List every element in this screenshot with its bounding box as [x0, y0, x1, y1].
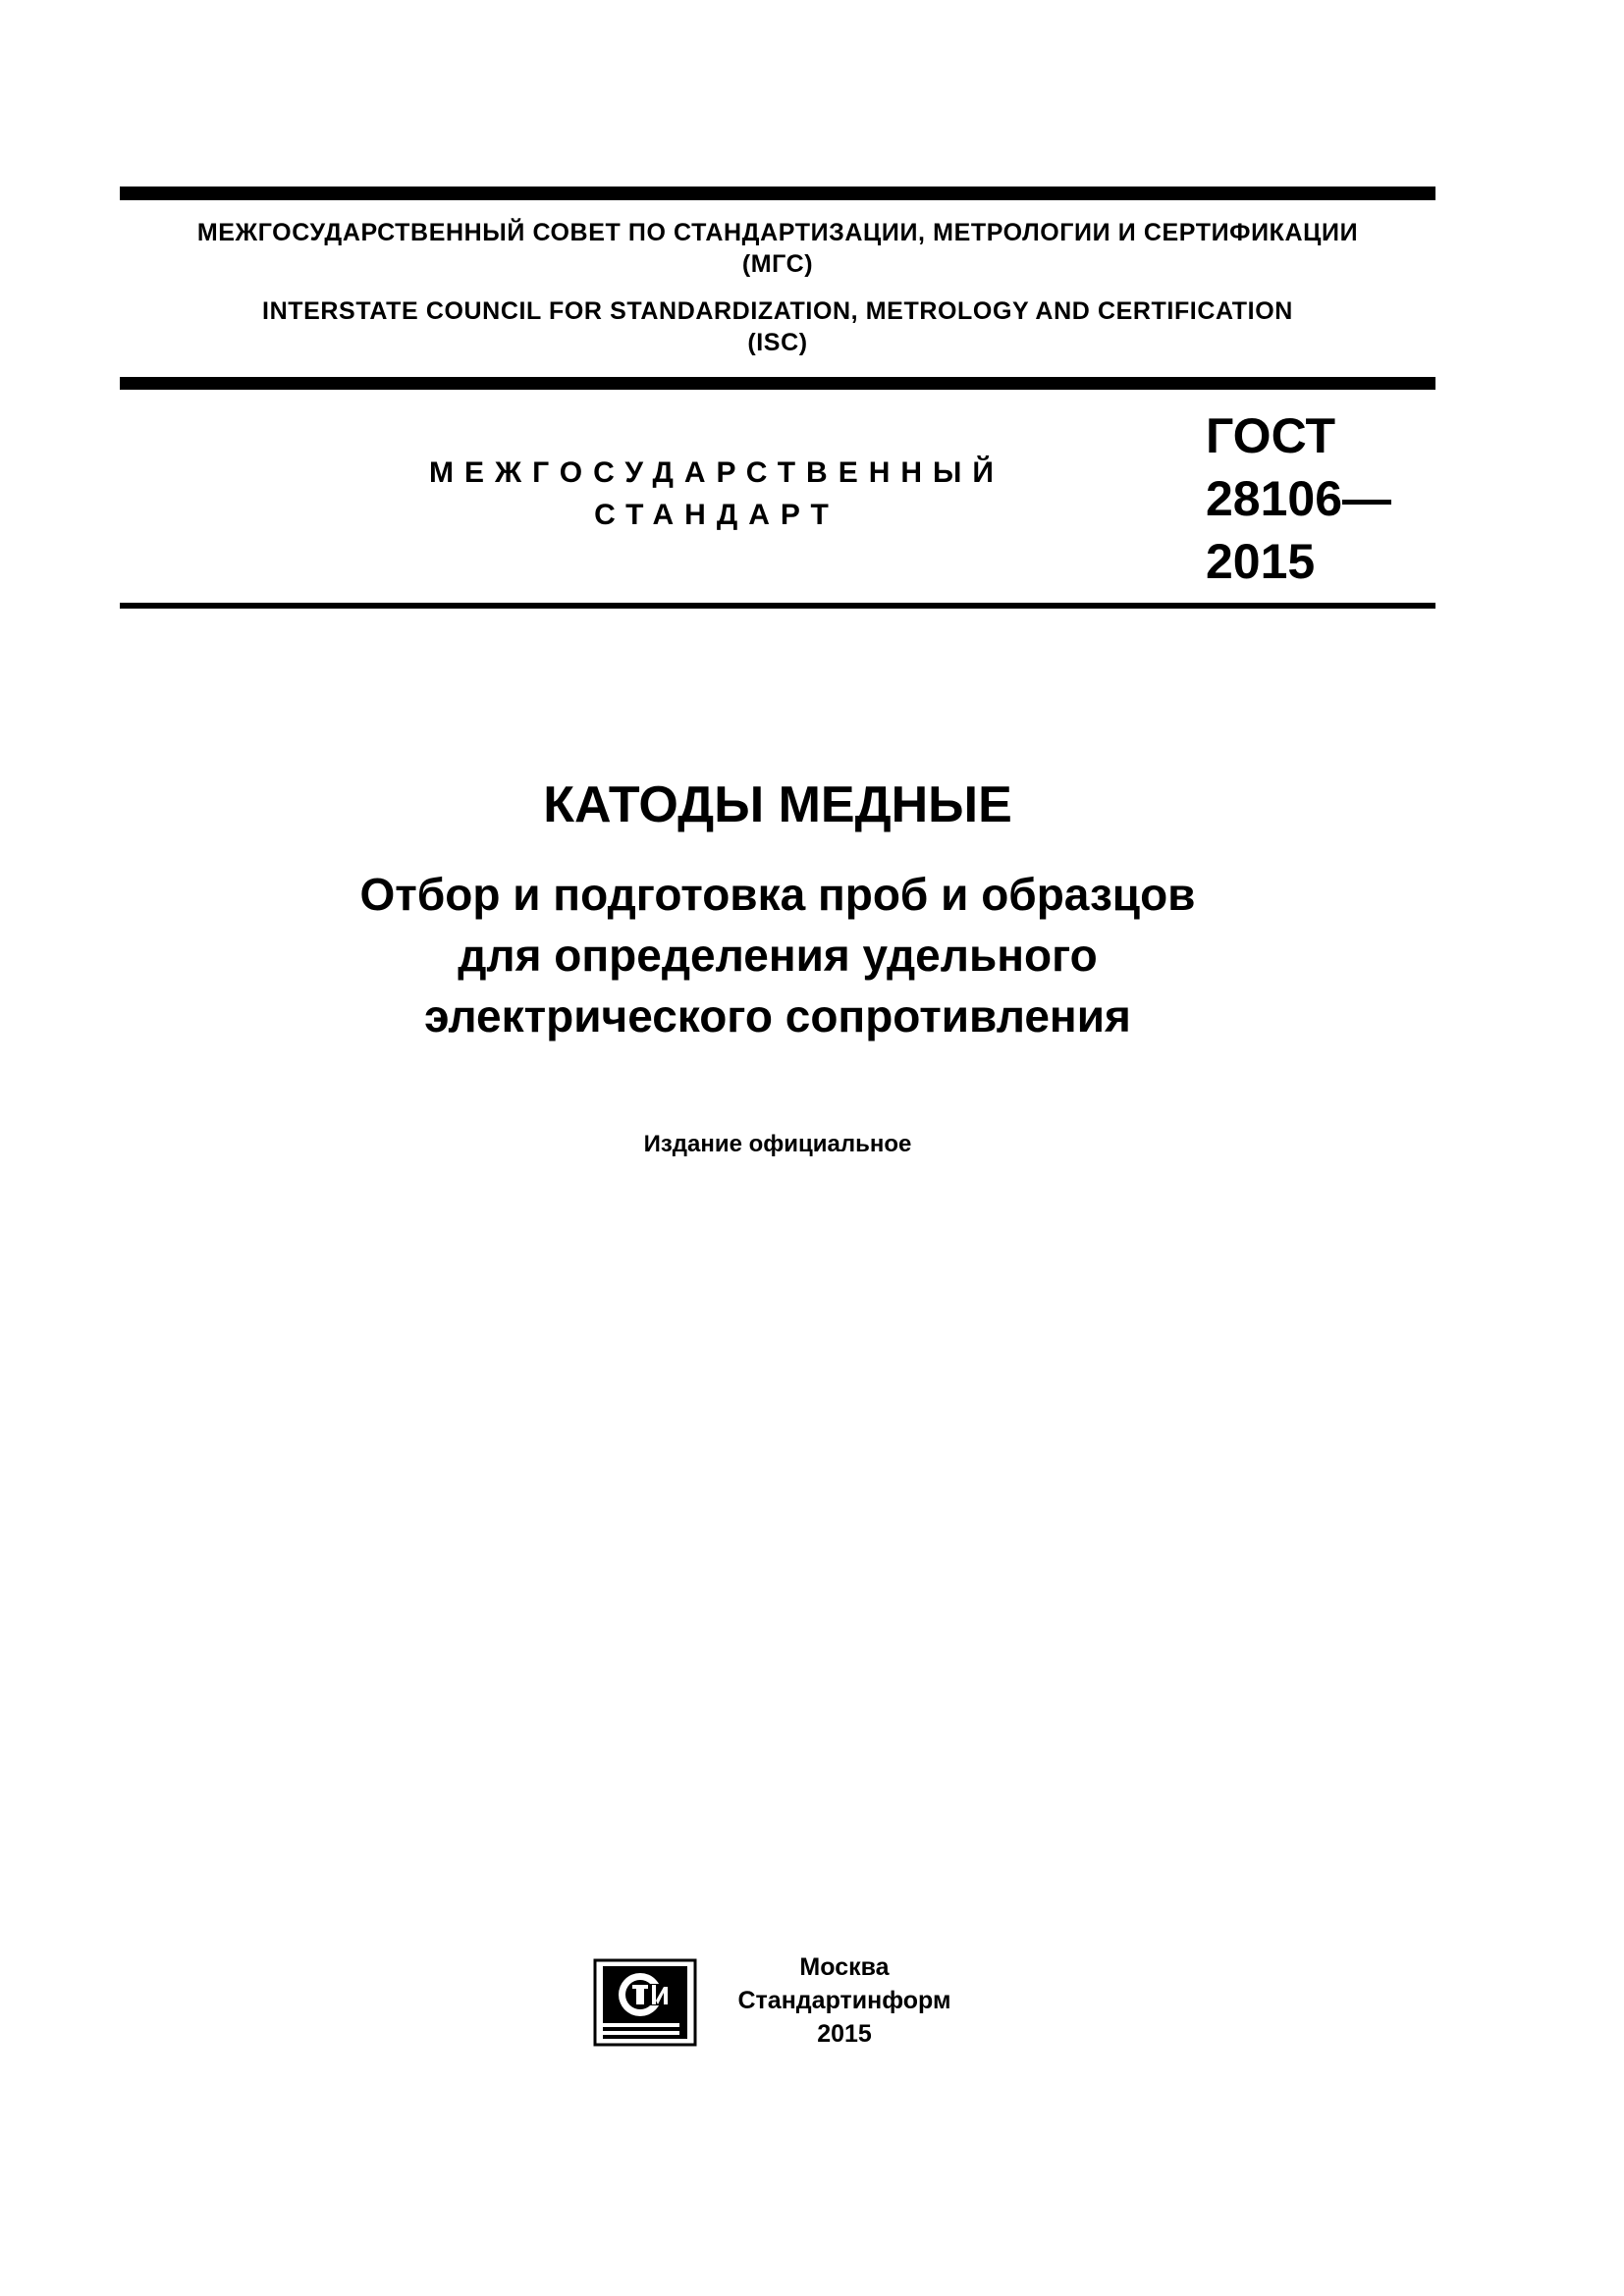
- top-rule: [120, 187, 1435, 200]
- council-name-en: INTERSTATE COUNCIL FOR STANDARDIZATION, METROLOGY AND CERTIFICATION: [262, 297, 1293, 325]
- document-subtitle-line-2: для определения удельного: [458, 930, 1098, 981]
- standard-type-line-2: СТАНДАРТ: [594, 499, 839, 531]
- gost-designation: [1206, 404, 1391, 593]
- council-abbr-en: (ISC): [747, 329, 808, 356]
- standartinform-logo-icon: [593, 1958, 697, 2047]
- council-name-ru: МЕЖГОСУДАРСТВЕННЫЙ СОВЕТ ПО СТАНДАРТИЗАЦИИ, МЕТРОЛОГИИ И СЕРТИФИКАЦИИ: [196, 219, 1359, 246]
- document-subtitle-line-3: электрического сопротивления: [424, 990, 1131, 1041]
- imprint-year: 2015: [817, 2020, 872, 2048]
- publisher-imprint: [727, 1950, 962, 2051]
- gost-designation-line-2: 28106—: [1206, 471, 1392, 526]
- document-subtitle: [120, 864, 1435, 1046]
- middle-rule: [120, 377, 1435, 390]
- gost-designation-line-3: 2015: [1206, 534, 1316, 589]
- edition-note: Издание официальное: [643, 1131, 912, 1157]
- imprint-city: Москва: [799, 1953, 890, 1981]
- document-title: КАТОДЫ МЕДНЫЕ: [543, 776, 1012, 833]
- gost-designation-line-1: ГОСТ: [1206, 408, 1335, 463]
- bottom-rule: [120, 603, 1435, 609]
- imprint-publisher: Стандартинформ: [737, 1987, 951, 2014]
- council-abbr-ru: (МГС): [741, 250, 814, 278]
- standard-type-line-1: МЕЖГОСУДАРСТВЕННЫЙ: [429, 456, 1004, 489]
- document-subtitle-line-1: Отбор и подготовка проб и образцов: [359, 869, 1196, 920]
